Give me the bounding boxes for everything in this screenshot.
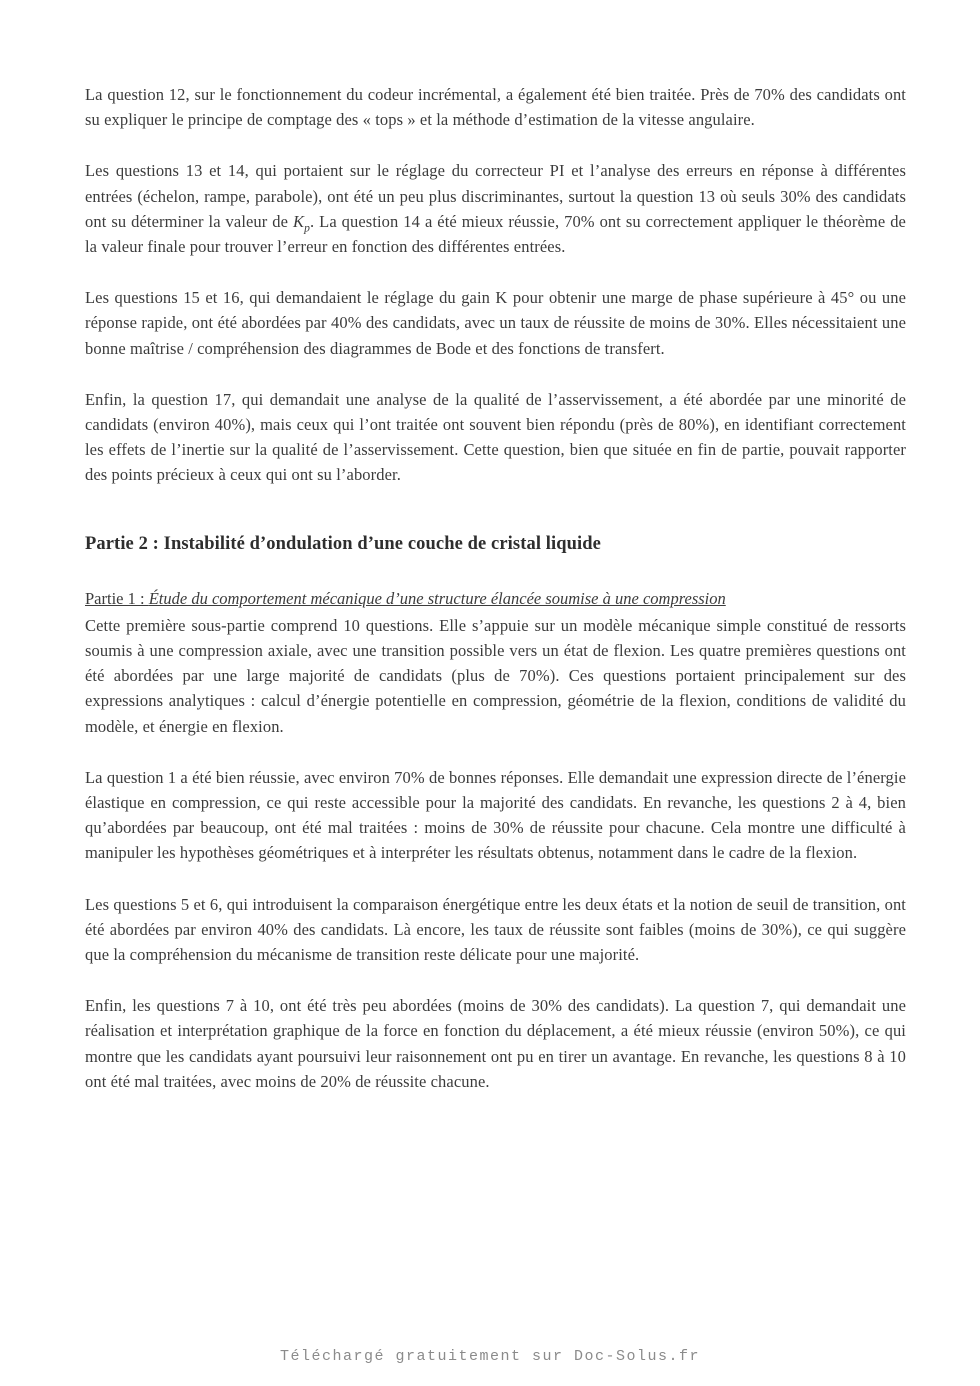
paragraph-question-12: La question 12, sur le fonctionnement du codeur incrémental, a également été bien traitée. Près de 70% des candidats ont su expliquer le principe de comptage des « tops » et la méthode d’estimation de la vitesse angulaire. xyxy=(85,85,906,130)
paragraph-questions-5-6: Les questions 5 et 6, qui introduisent la comparaison énergétique entre les deux états et la notion de seuil de transition, ont été abordées par environ 40% des candidats. Là encore, les taux de réussite sont faibles (moins de 30%), ce qui suggère que la compréhension du mécanisme de transition reste délicate pour une majorité. xyxy=(85,894,906,965)
kp-subscript: p xyxy=(304,222,310,235)
paragraph-sous-partie-intro: Cette première sous-partie comprend 10 questions. Elle s’appuie sur un modèle mécanique simple constitué de ressorts soumis à une compression axiale, avec une transition possible vers un état de flexion. Les quatre premières questions ont été abordées par une large majorité de candidats (plus de 70%). Ces questions portaient principalement sur des expressions analytiques : calcul d’énergie potentielle en compression, géométrie de la flexion, conditions de validité du modèle, et énergie en flexion. xyxy=(85,615,906,736)
paragraph-questions-15-16: Les questions 15 et 16, qui demandaient le réglage du gain K pour obtenir une marge de phase supérieure à 45° ou une réponse rapide, ont été abordées par 40% des candidats, avec un taux de réussite de moins de 30%. Elles nécessitaient une bonne maîtrise / compréhension des diagrammes de Bode et des fonctions de transfert. xyxy=(85,288,906,358)
subheading-underline xyxy=(85,589,726,608)
text-column xyxy=(85,82,906,1120)
text-run: Les questions 13 et 14, qui portaient sur le réglage du correcteur PI et l’analyse des erreurs en réponse à différentes entrées (échelon, rampe, parabole), ont été un peu plus discriminantes, surtout la question 13 où seuls 30% des candidats ont su déterminer la valeur de xyxy=(85,161,906,231)
watermark-footer: Téléchargé gratuitement sur Doc-Solus.fr xyxy=(279,1348,701,1365)
kp-symbol: K xyxy=(293,211,305,231)
paragraph-question-17: Enfin, la question 17, qui demandait une analyse de la qualité de l’asservissement, a été abordée par une minorité de candidats (environ 40%), mais ceux qui l’ont traitée ont souvent bien répondu (près de 80%), en identifiant correctement les effets de l’inertie sur la qualité de l’asservissement. Cette question, bien que située en fin de partie, pouvait rapporter des points précieux à ceux qui ont su l’aborder. xyxy=(85,389,906,485)
paragraph-question-1: La question 1 a été bien réussie, avec environ 70% de bonnes réponses. Elle demandait une expression directe de l’énergie élastique en compression, ce qui reste accessible pour la majorité des candidats. En revanche, les questions 2 à 4, bien qu’abordées par beaucoup, ont été mal traitées : moins de 30% de réussite pour chacune. Cela montre une difficulté à manipuler les hypothèses géométriques et à interpréter les résultats obtenus, notamment dans le cadre de la flexion. xyxy=(85,767,906,863)
heading-partie-2: Partie 2 : Instabilité d’ondulation d’une couche de cristal liquide xyxy=(85,533,601,554)
paragraph-questions-13-14 xyxy=(85,158,906,259)
paragraph-questions-7-10: Enfin, les questions 7 à 10, ont été très peu abordées (moins de 30% des candidats). La question 7, qui demandait une réalisation et interprétation graphique de la force en fonction du déplacement, a été mieux réussie (environ 50%), ce qui montre que les candidats ayant poursuivi leur raisonnement ont pu en tirer un avantage. En revanche, les questions 8 à 10 ont été mal traitées, avec moins de 20% de réussite chacune. xyxy=(85,996,906,1091)
text-run: . La question 14 a été mieux réussie, 70% ont su correctement appliquer le théorème de la valeur finale pour trouver l’erreur en fonction des différentes entrées. xyxy=(85,211,906,257)
subheading-partie-1 xyxy=(85,586,906,611)
subheading-label: Partie 1 : xyxy=(85,588,149,608)
subheading-title-italic: Étude du comportement mécanique d’une structure élancée soumise à une compression xyxy=(148,588,726,608)
